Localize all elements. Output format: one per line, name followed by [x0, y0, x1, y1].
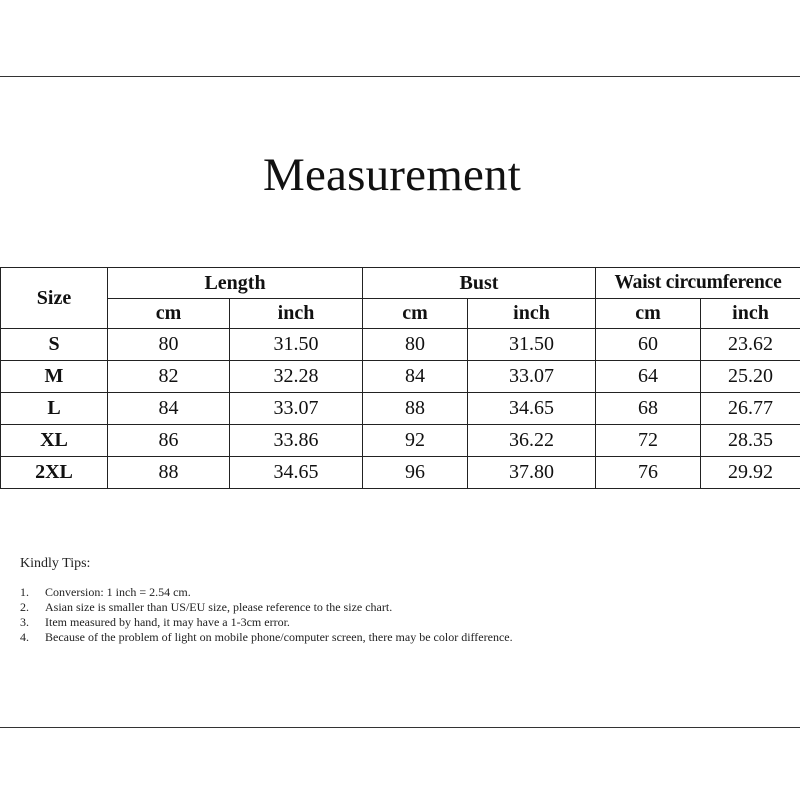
table-row	[1, 425, 800, 457]
size-cell: 2XL	[1, 457, 108, 489]
top-divider	[0, 76, 800, 77]
value-cell: 28.35	[701, 425, 800, 457]
value-cell: 84	[363, 361, 468, 393]
size-table	[0, 267, 800, 489]
tip-number: 1.	[20, 585, 29, 599]
value-cell: 80	[363, 329, 468, 361]
value-cell: 64	[596, 361, 701, 393]
unit-header: cm	[596, 299, 701, 329]
value-cell: 82	[108, 361, 230, 393]
length-group-header: Length	[108, 268, 363, 299]
tip-number: 4.	[20, 630, 29, 644]
value-cell: 34.65	[230, 457, 363, 489]
table-row	[1, 361, 800, 393]
value-cell: 33.07	[230, 393, 363, 425]
value-cell: 96	[363, 457, 468, 489]
bottom-divider	[0, 727, 800, 728]
list-item	[20, 600, 640, 615]
list-item	[20, 585, 640, 600]
value-cell: 29.92	[701, 457, 800, 489]
unit-header: cm	[108, 299, 230, 329]
value-cell: 92	[363, 425, 468, 457]
tip-text: Asian size is smaller than US/EU size, please reference to the size chart.	[45, 600, 393, 614]
table-header-row	[1, 268, 800, 299]
tip-number: 3.	[20, 615, 29, 629]
value-cell: 36.22	[468, 425, 596, 457]
value-cell: 33.07	[468, 361, 596, 393]
value-cell: 31.50	[230, 329, 363, 361]
unit-header: inch	[701, 299, 800, 329]
size-cell: S	[1, 329, 108, 361]
value-cell: 31.50	[468, 329, 596, 361]
table-unit-row	[1, 299, 800, 329]
tip-text: Because of the problem of light on mobile phone/computer screen, there may be color difference.	[45, 630, 513, 644]
tips-list	[20, 585, 640, 645]
tips-title: Kindly Tips:	[20, 556, 91, 571]
value-cell: 84	[108, 393, 230, 425]
size-cell: XL	[1, 425, 108, 457]
table-row	[1, 329, 800, 361]
value-cell: 76	[596, 457, 701, 489]
value-cell: 86	[108, 425, 230, 457]
tip-number: 2.	[20, 600, 29, 614]
value-cell: 88	[363, 393, 468, 425]
value-cell: 23.62	[701, 329, 800, 361]
value-cell: 32.28	[230, 361, 363, 393]
unit-header: inch	[230, 299, 363, 329]
value-cell: 34.65	[468, 393, 596, 425]
value-cell: 33.86	[230, 425, 363, 457]
unit-header: inch	[468, 299, 596, 329]
list-item	[20, 630, 640, 645]
value-cell: 25.20	[701, 361, 800, 393]
bust-group-header: Bust	[363, 268, 596, 299]
unit-header: cm	[363, 299, 468, 329]
value-cell: 37.80	[468, 457, 596, 489]
size-column-header: Size	[1, 268, 108, 329]
size-cell: M	[1, 361, 108, 393]
table-row	[1, 457, 800, 489]
kindly-tips	[20, 555, 640, 645]
value-cell: 26.77	[701, 393, 800, 425]
size-cell: L	[1, 393, 108, 425]
value-cell: 88	[108, 457, 230, 489]
list-item	[20, 615, 640, 630]
tip-text: Item measured by hand, it may have a 1-3cm error.	[45, 615, 290, 629]
page-title: Measurement	[263, 149, 521, 201]
value-cell: 72	[596, 425, 701, 457]
tip-text: Conversion: 1 inch = 2.54 cm.	[45, 585, 191, 599]
table-row	[1, 393, 800, 425]
waist-group-header: Waist circumference	[596, 268, 800, 299]
value-cell: 80	[108, 329, 230, 361]
value-cell: 60	[596, 329, 701, 361]
value-cell: 68	[596, 393, 701, 425]
